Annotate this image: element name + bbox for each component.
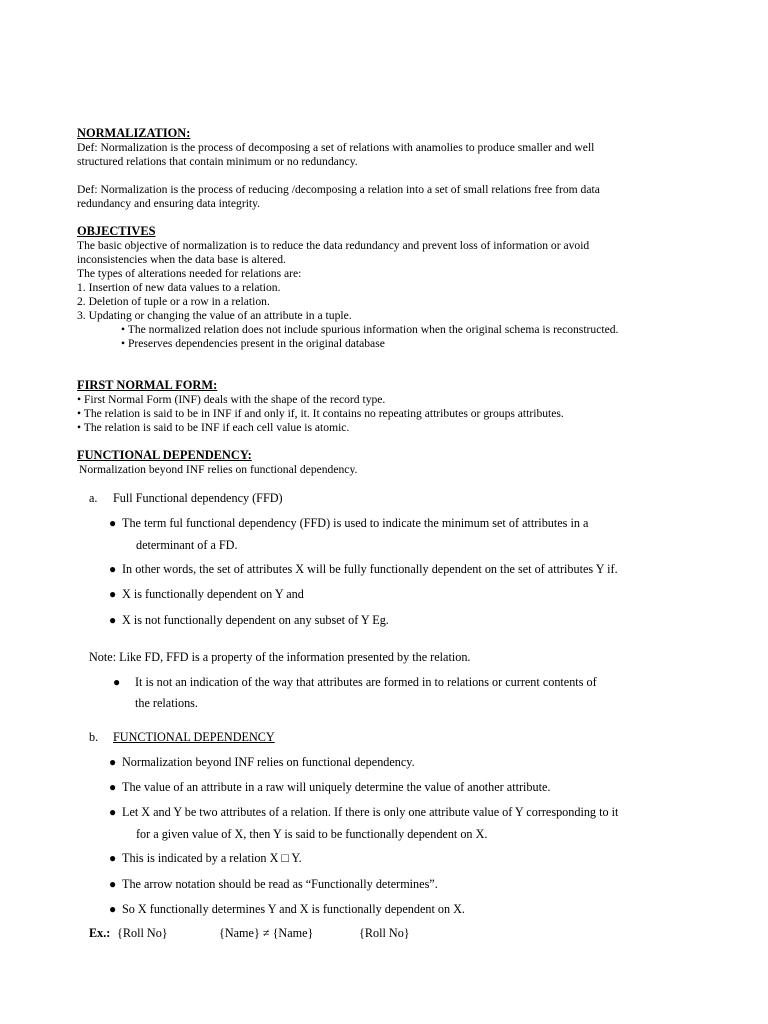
bullet-icon: ● xyxy=(109,902,117,916)
section-a-bullet-3: X is functionally dependent on Y and xyxy=(122,587,304,601)
section-a-bullet-1-line2: determinant of a FD. xyxy=(136,538,238,552)
section-b-bullet-6: So X functionally determines Y and X is functionally dependent on X. xyxy=(122,902,465,916)
first-normal-form-heading: FIRST NORMAL FORM: xyxy=(77,378,218,392)
first-normal-form-item-3: • The relation is said to be INF if each cell value is atomic. xyxy=(77,421,350,434)
objectives-heading: OBJECTIVES xyxy=(77,224,156,238)
bullet-icon: ● xyxy=(109,516,117,530)
note-bullet-line2: the relations. xyxy=(135,696,198,710)
bullet-icon: ● xyxy=(109,805,117,819)
bullet-icon: ● xyxy=(109,851,117,865)
section-a-bullet-2: In other words, the set of attributes X will be fully functionally dependent on the set of attributes Y if. xyxy=(122,562,618,576)
section-a-title: Full Functional dependency (FFD) xyxy=(113,491,283,505)
functional-dependency-intro: Normalization beyond INF relies on functional dependency. xyxy=(79,463,358,476)
first-normal-form-item-2: • The relation is said to be in INF if and only if, it. It contains no repeating attributes or groups attributes. xyxy=(77,407,564,420)
section-b-bullet-4: This is indicated by a relation X □ Y. xyxy=(122,851,302,865)
section-b-bullet-3-line1: Let X and Y be two attributes of a relation. If there is only one attribute value of Y corresponding to it xyxy=(122,805,619,819)
first-normal-form-item-1: • First Normal Form (INF) deals with the shape of the record type. xyxy=(77,393,386,406)
example-col1: {Roll No} xyxy=(117,926,168,940)
section-b-bullet-1: Normalization beyond INF relies on functional dependency. xyxy=(122,755,415,769)
objectives-item-2: 2. Deletion of tuple or a row in a relation. xyxy=(77,295,270,308)
example-label: Ex.: xyxy=(89,926,111,940)
section-a-bullet-1-line1: The term ful functional dependency (FFD) is used to indicate the minimum set of attributes in a xyxy=(122,516,589,530)
note-bullet-line1: It is not an indication of the way that attributes are formed in to relations or current contents of xyxy=(135,675,597,689)
section-b-bullet-2: The value of an attribute in a raw will uniquely determine the value of another attribute. xyxy=(122,780,551,794)
bullet-icon: ● xyxy=(109,877,117,891)
bullet-icon: ● xyxy=(109,587,117,601)
normalization-def2-line1: Def: Normalization is the process of reducing /decomposing a relation into a set of small relations free from data xyxy=(77,183,600,196)
bullet-icon: ● xyxy=(109,562,117,576)
normalization-def2-line2: redundancy and ensuring data integrity. xyxy=(77,197,261,210)
bullet-icon: ● xyxy=(109,755,117,769)
section-a-bullet-4: X is not functionally dependent on any subset of Y Eg. xyxy=(122,613,389,627)
functional-dependency-heading: FUNCTIONAL DEPENDENCY: xyxy=(77,448,252,462)
bullet-icon: ● xyxy=(113,675,121,689)
section-b-marker: b. xyxy=(89,730,99,744)
objectives-item-1: 1. Insertion of new data values to a relation. xyxy=(77,281,281,294)
note-text: Note: Like FD, FFD is a property of the information presented by the relation. xyxy=(89,650,471,664)
bullet-icon: ● xyxy=(109,613,117,627)
section-b-title: FUNCTIONAL DEPENDENCY xyxy=(113,730,275,744)
objectives-item-3: 3. Updating or changing the value of an attribute in a tuple. xyxy=(77,309,352,322)
normalization-def1-line1: Def: Normalization is the process of decomposing a set of relations with anamolies to produce smaller and well xyxy=(77,141,595,154)
objectives-line3: The types of alterations needed for relations are: xyxy=(77,267,302,280)
bullet-icon: ● xyxy=(109,780,117,794)
objectives-bullet-1: • The normalized relation does not include spurious information when the original schema is reconstructed. xyxy=(121,323,619,336)
section-b-bullet-5: The arrow notation should be read as “Functionally determines”. xyxy=(122,877,438,891)
section-a-marker: a. xyxy=(89,491,98,505)
normalization-def1-line2: structured relations that contain minimum or no redundancy. xyxy=(77,155,358,168)
objectives-bullet-2: • Preserves dependencies present in the original database xyxy=(121,337,385,350)
example-col2: {Name} ≠ {Name} xyxy=(219,926,314,940)
normalization-heading: NORMALIZATION: xyxy=(77,126,191,140)
section-b-bullet-3-line2: for a given value of X, then Y is said to be functionally dependent on X. xyxy=(136,827,488,841)
objectives-line2: inconsistencies when the data base is altered. xyxy=(77,253,286,266)
example-col3: {Roll No} xyxy=(359,926,410,940)
objectives-line1: The basic objective of normalization is to reduce the data redundancy and prevent loss of information or avoid xyxy=(77,239,590,252)
